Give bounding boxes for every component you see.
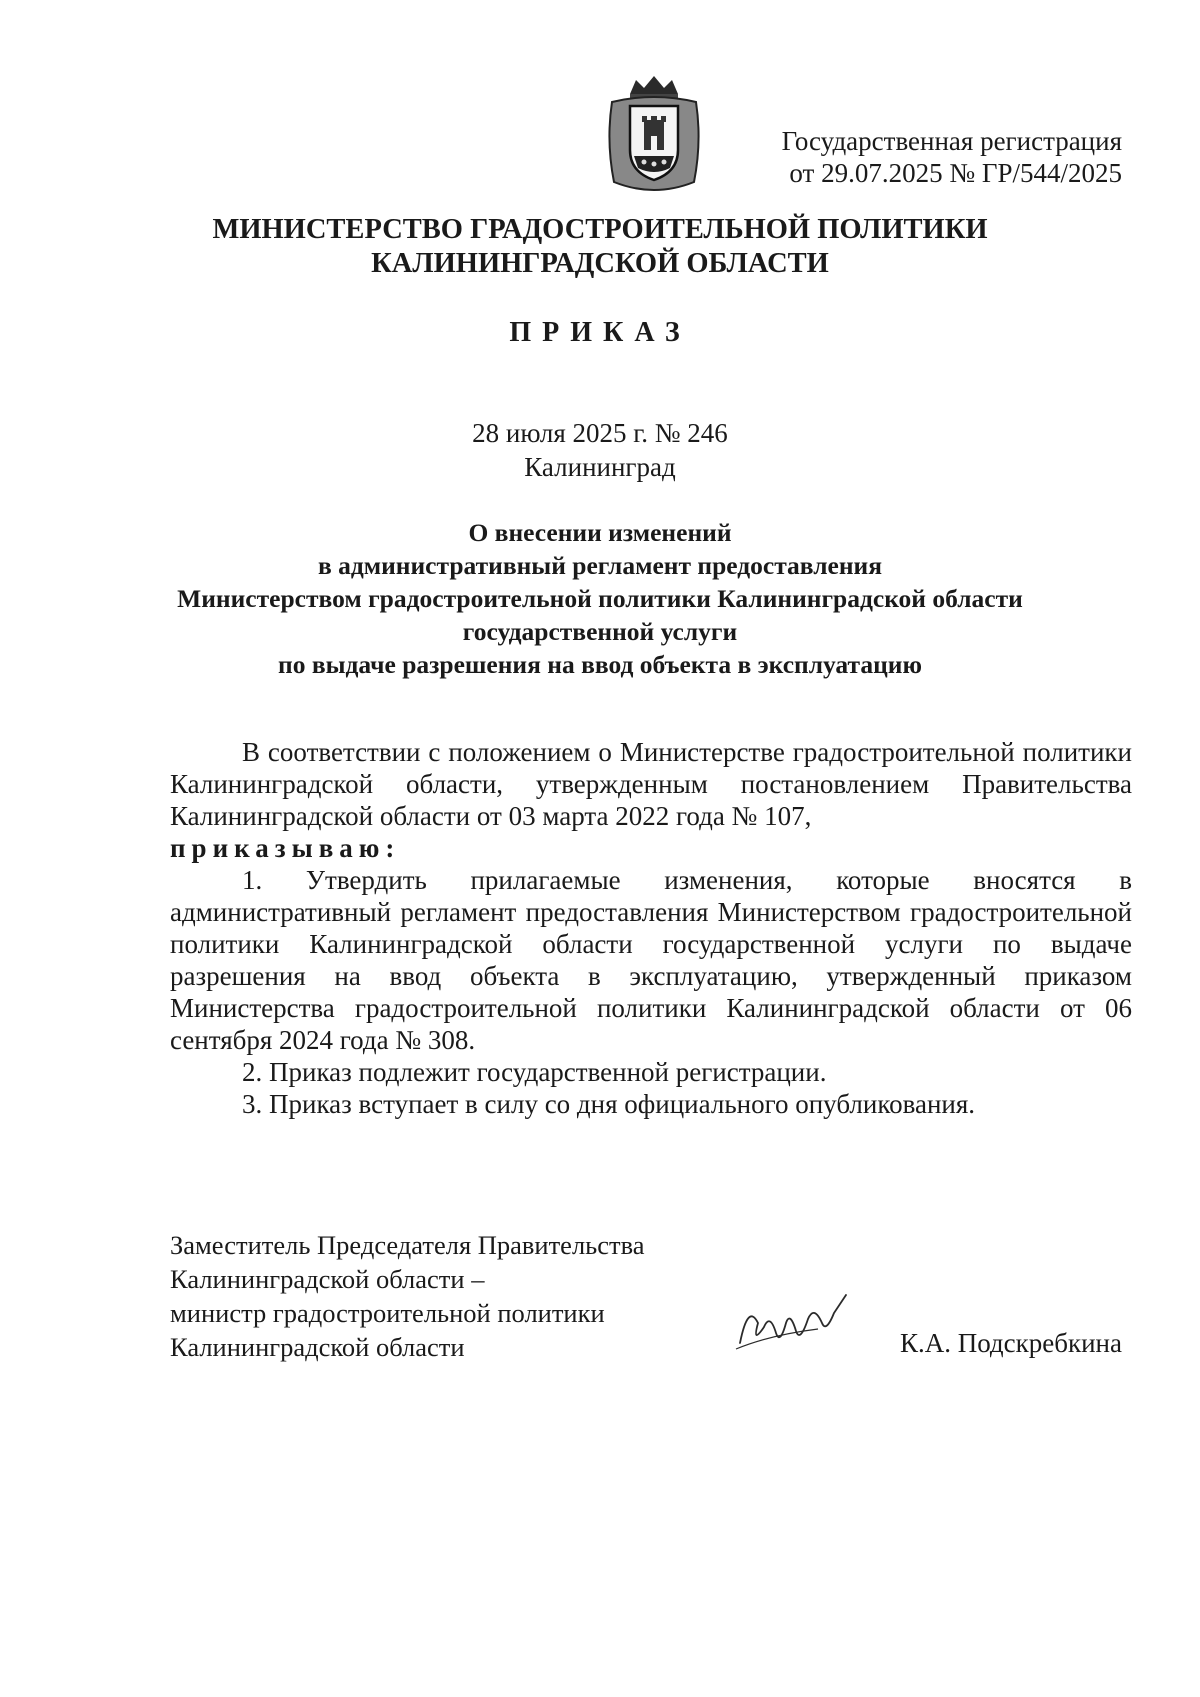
decree-word: приказываю: (170, 833, 401, 863)
ministry-line-2: КАЛИНИНГРАДСКОЙ ОБЛАСТИ (371, 248, 829, 279)
signatory-name: К.А. Подскребкина (899, 1328, 1122, 1358)
subject-line-2: в административный регламент предоставления (317, 551, 883, 580)
signatory-line-2: Калининградской области – (170, 1264, 485, 1294)
subject-line-5: по выдаче разрешения на ввод объекта в эксплуатацию (278, 650, 922, 679)
order-subject (0, 516, 1200, 681)
date-block (0, 416, 1200, 484)
order-date-number: 28 июля 2025 г. № 246 (472, 418, 728, 448)
preamble-paragraph: В соответствии с положением о Министерстве градостроительной политики Калининградской области, утвержденным постановлением Правительства Калининградской области от 03 марта 2022 года № 107, (170, 737, 1132, 831)
order-body (170, 736, 1132, 1120)
registration-line-1: Государственная регистрация (781, 126, 1122, 156)
ministry-line-1: МИНИСТЕРСТВО ГРАДОСТРОИТЕЛЬНОЙ ПОЛИТИКИ (212, 214, 988, 245)
registration-line-2: от 29.07.2025 № ГР/544/2025 (789, 158, 1122, 188)
handwritten-signature (730, 1283, 850, 1358)
order-city: Калининград (524, 452, 676, 482)
signatory-line-3: министр градостроительной политики (170, 1298, 605, 1328)
order-item-1: 1. Утвердить прилагаемые изменения, которые вносятся в административный регламент предоставления Министерством градостроительной политики Калининградской области государственной услуги по выдаче разрешения на ввод объекта в эксплуатацию, утвержденный приказом Министерства градостроительной политики Калининградской области от 06 сентября 2024 года № 308. (170, 865, 1132, 1055)
order-item-2: 2. Приказ подлежит государственной регистрации. (242, 1057, 827, 1087)
signatory-title (170, 1228, 730, 1364)
order-item-3: 3. Приказ вступает в силу со дня официального опубликования. (242, 1089, 976, 1119)
registration-stamp (602, 125, 1122, 189)
order-title: ПРИКАЗ (509, 317, 691, 348)
ministry-name (0, 213, 1200, 281)
signatory-line-4: Калининградской области (170, 1332, 465, 1362)
signatory-line-1: Заместитель Председателя Правительства (170, 1230, 645, 1260)
subject-line-4: государственной услуги (462, 617, 738, 646)
subject-line-1: О внесении изменений (468, 518, 732, 547)
subject-line-3: Министерством градостроительной политики Калининградской области (177, 584, 1023, 613)
